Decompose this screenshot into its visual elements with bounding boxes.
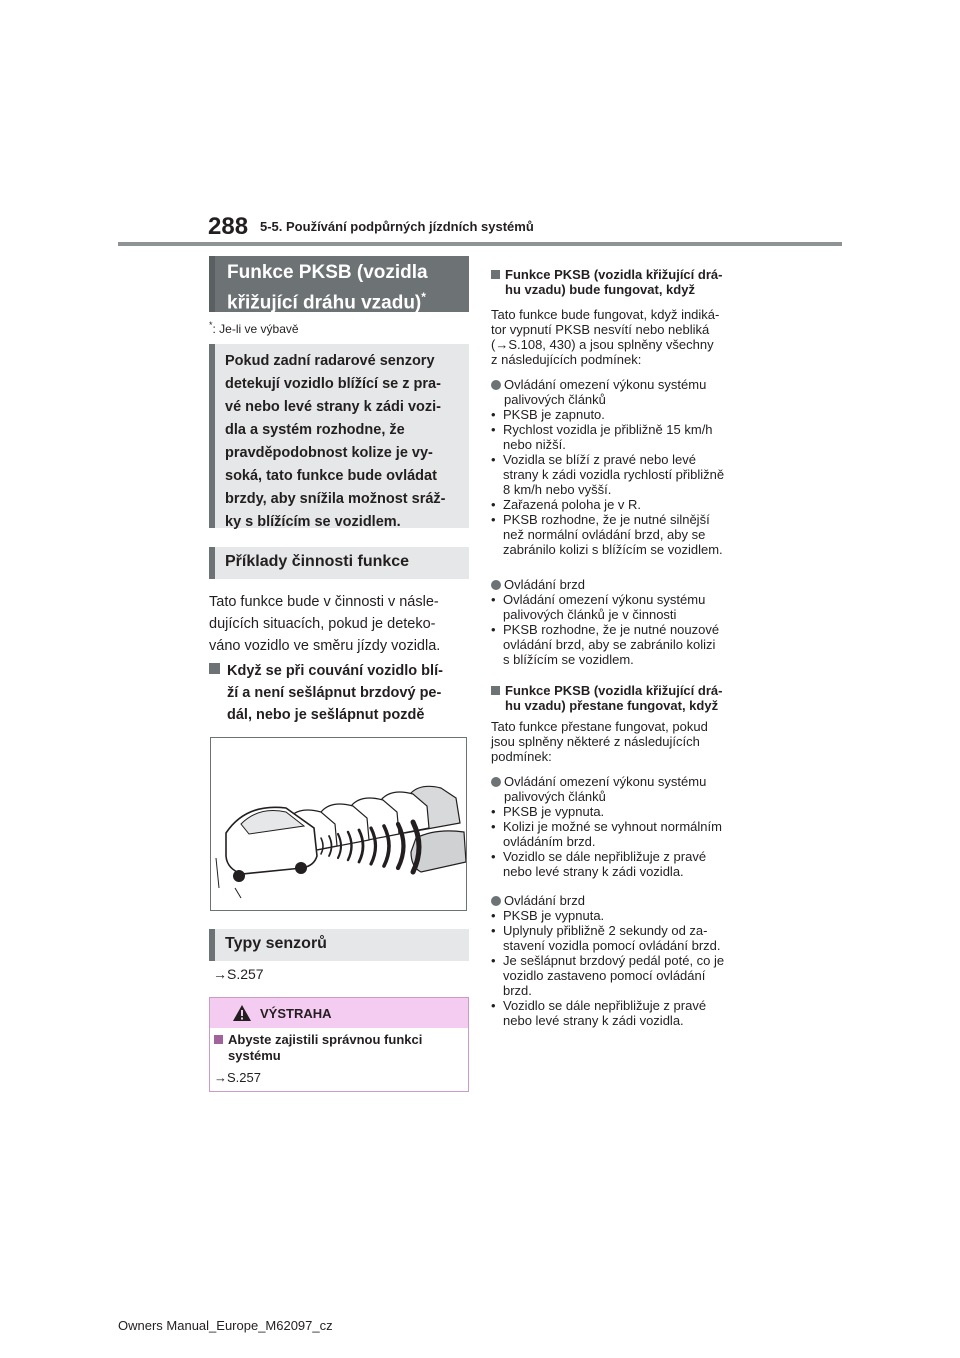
section-title: 5-5. Používání podpůrných jízdních systémů bbox=[260, 219, 534, 234]
summary-line: soká, tato funkce bude ovládat bbox=[225, 468, 437, 484]
footer-text: Owners Manual_Europe_M62097_cz bbox=[118, 1318, 333, 1333]
list-item: • PKSB je vypnuta. bbox=[491, 908, 605, 923]
list-item: • Je sešlápnut brzdový pedál poté, co je vozidlo zastaveno pomocí ovládání brzd. bbox=[491, 953, 725, 998]
page-number: 288 bbox=[208, 213, 249, 240]
header-divider bbox=[118, 242, 842, 246]
summary-line: brzdy, aby snížila možnost sráž- bbox=[225, 491, 446, 507]
list-item: • Vozidla se blíží z pravé nebo levé strany k zádi vozidla rychlostí přibližně 8 km/h nebo vyšší. bbox=[491, 452, 725, 497]
warning-triangle-icon bbox=[232, 1004, 252, 1022]
list-item: • Zařazená poloha je v R. bbox=[491, 497, 642, 512]
parking-illustration bbox=[210, 737, 467, 911]
warning-page-reference[interactable]: →S.257 bbox=[214, 1070, 261, 1085]
summary-box bbox=[209, 344, 469, 528]
list-item: • Ovládání omezení výkonu systému palivových článků je v činnosti bbox=[491, 592, 706, 622]
stop-conditions-intro: Tato funkce přestane fungovat, pokud jsou splněny některé z následujících podmínek: bbox=[491, 719, 708, 764]
examples-heading: Příklady činnosti funkce bbox=[209, 547, 469, 579]
cars-reversing-illustration bbox=[211, 738, 466, 910]
title-asterisk: * bbox=[421, 290, 426, 304]
warning-item: Abyste zajistili správnou funkci systému bbox=[214, 1032, 464, 1064]
summary-line: dla a systém rozhodne, že bbox=[225, 422, 405, 438]
list-item: • PKSB je vypnuta. bbox=[491, 804, 605, 819]
warning-box bbox=[209, 997, 469, 1092]
list-item: • PKSB je zapnuto. bbox=[491, 407, 605, 422]
square-bullet-icon bbox=[214, 1035, 223, 1044]
sensors-heading: Typy senzorů bbox=[209, 929, 469, 961]
footnote: *: Je-li ve výbavě bbox=[209, 320, 299, 336]
summary-line: ky s blížícím se vozidlem. bbox=[225, 514, 401, 530]
circle-bullet-icon bbox=[491, 580, 501, 590]
circle-bullet-icon bbox=[491, 896, 501, 906]
warning-title: VÝSTRAHA bbox=[260, 1006, 332, 1021]
condition-group: Ovládání omezení výkonu systému palivových článků • PKSB je zapnuto. • Rychlost vozidla je přibližně 15 km/h nebo nižší. • Vozidla se blíží z pravé nebo levé strany k zádi vozidla rychlostí přibližně 8 km/h nebo vyšší. • Zařazená poloha je v R. • PKSB rozhodne, že je nutné silnější než normální ovládání brzd, aby se zabránilo kolizi s blížícím se vozidlem. bbox=[491, 377, 761, 557]
feature-title bbox=[209, 256, 469, 312]
list-item: • Rychlost vozidla je přibližně 15 km/h nebo nižší. bbox=[491, 422, 713, 452]
condition-group: Ovládání omezení výkonu systému palivových článků • PKSB je vypnuta. • Kolizi je možné se vyhnout normálním ovládáním brzd. • Vozidlo se dále nepřibližuje z pravé nebo levé strany k zádi vozidla. bbox=[491, 774, 761, 879]
stop-conditions-heading: Funkce PKSB (vozidla křižující drá- hu vzadu) přestane fungovat, když bbox=[491, 683, 761, 713]
list-item: • PKSB rozhodne, že je nutné nouzové ovládání brzd, aby se zabránilo kolizi s blížícím se vozidlem. bbox=[491, 622, 720, 667]
square-bullet-icon bbox=[209, 663, 220, 674]
feature-title-line2: křižující dráhu vzadu)* bbox=[227, 290, 426, 314]
list-item: • PKSB rozhodne, že je nutné silnější než normální ovládání brzd, aby se zabránilo kolizi s blížícím se vozidlem. bbox=[491, 512, 723, 557]
examples-intro: Tato funkce bude v činnosti v násle- dujících situacích, pokud je deteko- váno vozidlo ve směru jízdy vozidla. bbox=[209, 594, 441, 654]
operation-conditions-heading: Funkce PKSB (vozidla křižující drá- hu vzadu) bude fungovat, když bbox=[491, 267, 761, 297]
summary-line: detekují vozidlo blížící se z pra- bbox=[225, 376, 441, 392]
list-item: • Vozidlo se dále nepřibližuje z pravé nebo levé strany k zádi vozidla. bbox=[491, 998, 707, 1028]
warning-header bbox=[210, 998, 468, 1028]
square-bullet-icon bbox=[491, 686, 500, 695]
condition-group: Ovládání brzd • Ovládání omezení výkonu systému palivových článků je v činnosti • PKSB rozhodne, že je nutné nouzové ovládání brzd, aby se zabránilo kolizi s blížícím se vozidlem. bbox=[491, 577, 761, 667]
summary-line: pravděpodobnost kolize je vy- bbox=[225, 445, 433, 461]
operation-conditions-intro: Tato funkce bude fungovat, když indiká- tor vypnutí PKSB nesvítí nebo nebliká (→S.108, 430) a jsou splněny všechny z následujících podmínek: bbox=[491, 307, 720, 367]
summary-line: vé nebo levé strany k zádi vozi- bbox=[225, 399, 441, 415]
circle-bullet-icon bbox=[491, 380, 501, 390]
condition-group: Ovládání brzd • PKSB je vypnuta. • Uplynuly přibližně 2 sekundy od za- stavení vozidla pomocí ovládání brzd. • Je sešlápnut brzdový pedál poté, co je vozidlo zastaveno pomocí ovládání brzd. • Vozidlo se dále nepřibližuje z pravé nebo levé strany k zádi vozidla. bbox=[491, 893, 761, 1028]
square-bullet-icon bbox=[491, 270, 500, 279]
feature-title-line1: Funkce PKSB (vozidla bbox=[227, 262, 428, 283]
list-item: • Uplynuly přibližně 2 sekundy od za- stavení vozidla pomocí ovládání brzd. bbox=[491, 923, 721, 953]
list-item: • Kolizi je možné se vyhnout normálním ovládáním brzd. bbox=[491, 819, 722, 849]
circle-bullet-icon bbox=[491, 777, 501, 787]
case-heading: Když se při couvání vozidlo blí- ží a není sešlápnut brzdový pe- dál, nebo je sešlápnut pozdě bbox=[209, 660, 471, 726]
list-item: • Vozidlo se dále nepřibližuje z pravé nebo levé strany k zádi vozidla. bbox=[491, 849, 707, 879]
sensor-page-reference[interactable]: →S.257 bbox=[213, 966, 264, 982]
summary-line: Pokud zadní radarové senzory bbox=[225, 353, 435, 369]
